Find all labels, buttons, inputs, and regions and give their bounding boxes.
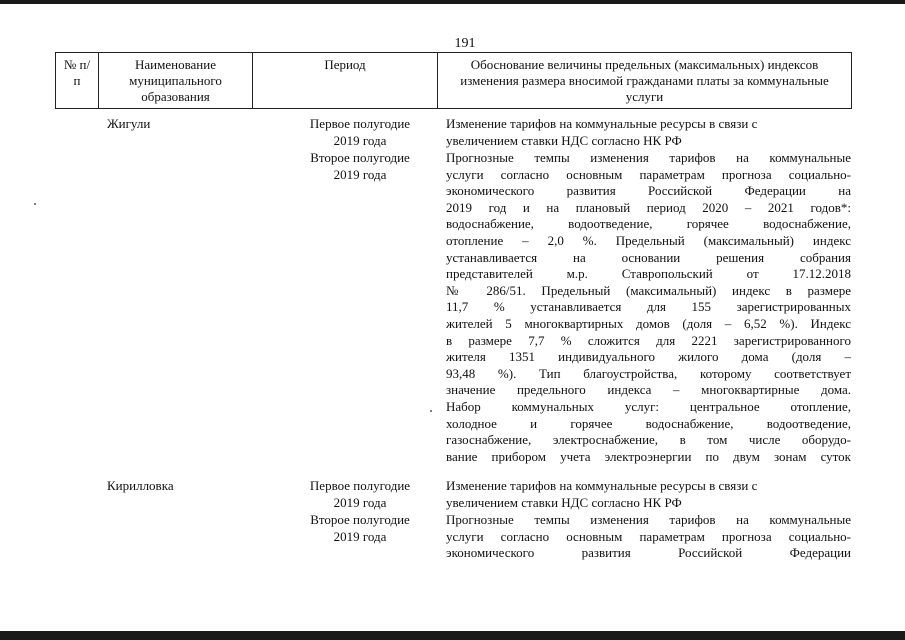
table-row [55, 478, 851, 578]
municipality-name: Кирилловка [107, 478, 174, 493]
scan-speck [34, 203, 36, 205]
basis-paragraph: Прогнозные темпы изменения тарифов на коммунальные услуги согласно основным параметрам прогноза социально- экономического развития Российской Федерации на 2019 год и на плановый период 2020 – 2021 годов*: водоснабжение, водоотведение, горячее водоснабжение, отопление – 2,0 %. Предельный (максимальный) индекс устанавливается на основании решения собрания представителей м.р. Ставропольский от 17.12.2018 № 286/51. Предельный (максимальный) индекс в размере 11,7 % устанавливается для 155 зарегистрированных жителей 5 многоквартирных домов (доля – 6,52 %). Индекс в размере 7,7 % сложится для 2221 зарегистрированного жителя 1351 индивидуального жилого дома (доля – 93,48 %). Тип благоустройства, которому соответствует значение предельного индекса – многоквартирные дома. Набор коммунальных услуг: центральное отопление, холодное и горячее водоснабжение, водоотведение, газоснабжение, электроснабжение, в том числе оборудо- вание прибором учета электроэнергии по двум зонам суток [446, 150, 851, 464]
basis-paragraph: Изменение тарифов на коммунальные ресурсы в связи с увеличением ставки НДС согласно НК РФ [446, 116, 758, 148]
scan-border-top [0, 0, 905, 4]
basis-paragraph: Изменение тарифов на коммунальные ресурсы в связи с увеличением ставки НДС согласно НК РФ [446, 478, 758, 510]
basis-paragraph: Прогнозные темпы изменения тарифов на коммунальные услуги согласно основным параметрам прогноза социально- экономического развития Российской Федерации [446, 512, 851, 561]
scan-border-bottom [0, 631, 905, 640]
header-cell-period: Период [253, 53, 438, 109]
header-cell-number: № п/п [56, 53, 99, 109]
period-cell: Первое полугодие 2019 года [309, 116, 411, 148]
period-cell: Первое полугодие 2019 года [309, 478, 411, 510]
table-row [55, 116, 851, 476]
header-cell-municipality: Наименование муниципального образования [99, 53, 253, 109]
period-cell: Второе полугодие 2019 года [310, 150, 410, 182]
table-header [55, 52, 852, 109]
municipality-name: Жигули [107, 116, 151, 131]
page-number: 191 [454, 36, 476, 51]
period-cell: Второе полугодие 2019 года [310, 512, 410, 544]
header-cell-basis: Обоснование величины предельных (максимальных) индексов изменения размера вносимой гражданами платы за коммунальные услуги [438, 53, 852, 109]
